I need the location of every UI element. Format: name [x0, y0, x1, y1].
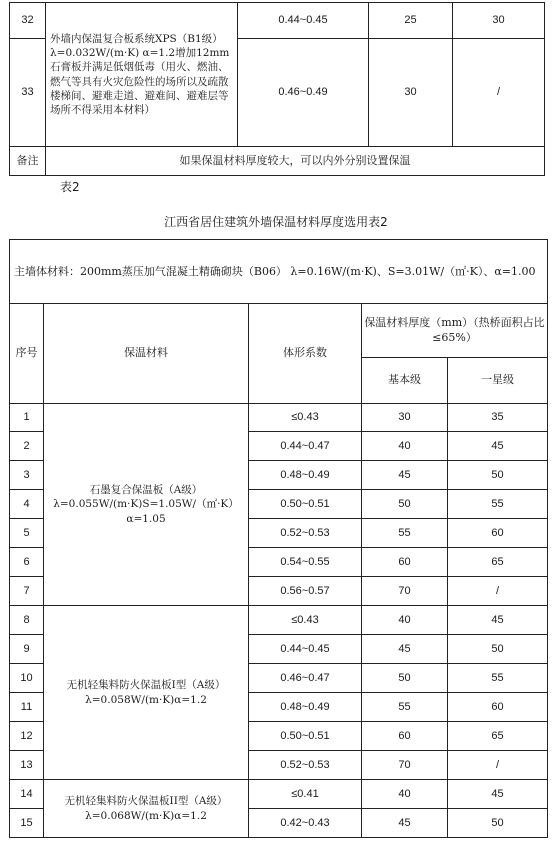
row-number: 13 — [10, 751, 44, 780]
shape-coefficient: 0.54~0.55 — [249, 548, 362, 577]
shape-coefficient: 0.52~0.53 — [249, 751, 362, 780]
row-number: 14 — [10, 780, 44, 809]
star-thickness: 55 — [448, 664, 548, 693]
header-star: 一星级 — [448, 358, 548, 404]
row-number: 10 — [10, 664, 44, 693]
shape-coefficient: 0.56~0.57 — [249, 577, 362, 606]
material-text: 外墙内保温复合板系统XPS（B1级） λ=0.032W/(m·K) α=1.2 — [50, 32, 223, 60]
star-thickness: 65 — [448, 548, 548, 577]
star-thickness: / — [448, 577, 548, 606]
basic-thickness: 45 — [362, 461, 448, 490]
basic-thickness: 50 — [362, 664, 448, 693]
row-number: 7 — [10, 577, 44, 606]
material-cell — [46, 3, 238, 147]
shape-coefficient: 0.46~0.49 — [238, 39, 369, 147]
header-thickness: 保温材料厚度（mm）（热桥面积占比≤65%） — [362, 304, 548, 358]
star-thickness: 50 — [448, 461, 548, 490]
row-number: 6 — [10, 548, 44, 577]
basic-thickness: 55 — [362, 693, 448, 722]
row-number: 11 — [10, 693, 44, 722]
material-group: 无机轻集料防火保温板I型（A级） λ=0.058W/(m·K)α=1.2 — [44, 606, 249, 780]
shape-coefficient: 0.44~0.45 — [238, 3, 369, 39]
header-material: 保温材料 — [44, 304, 249, 404]
star-thickness: 50 — [448, 635, 548, 664]
shape-coefficient: 0.44~0.47 — [249, 432, 362, 461]
star-thickness: 50 — [448, 809, 548, 838]
header-no: 序号 — [10, 304, 44, 404]
table-row — [10, 3, 545, 39]
basic-thickness: 25 — [369, 3, 453, 39]
table-title: 江西省居住建筑外墙保温材料厚度选用表2 — [164, 215, 388, 229]
shape-coefficient: ≤0.43 — [249, 606, 362, 635]
row-number: 4 — [10, 490, 44, 519]
table-2 — [9, 239, 548, 838]
basic-thickness: 55 — [362, 519, 448, 548]
row-number: 9 — [10, 635, 44, 664]
shape-coefficient: 0.48~0.49 — [249, 461, 362, 490]
material-group: 石墨复合保温板（A级） λ=0.055W/(m·K)S=1.05W/（㎡·K）α=1.05 — [44, 404, 249, 606]
star-thickness: 45 — [448, 432, 548, 461]
material-text-continued: 增加12mm石膏板并满足低烟低毒（用火、燃油、燃气等具有火灾危险性的场所以及疏散楼梯间、避难走道、避难间、避难层等场所不得采用本材料） — [50, 47, 230, 116]
note-row — [10, 147, 545, 176]
note-label: 备注 — [10, 147, 46, 176]
basic-thickness: 40 — [362, 606, 448, 635]
header-shape-coefficient: 体形系数 — [249, 304, 362, 404]
shape-coefficient: ≤0.43 — [249, 404, 362, 432]
star-thickness: / — [453, 39, 545, 147]
table-1-continued — [9, 2, 545, 176]
table-row — [10, 606, 548, 635]
basic-thickness: 45 — [362, 635, 448, 664]
header-row — [10, 304, 548, 358]
row-number: 3 — [10, 461, 44, 490]
star-thickness: 60 — [448, 693, 548, 722]
shape-coefficient: 0.46~0.47 — [249, 664, 362, 693]
basic-thickness: 30 — [362, 404, 448, 432]
star-thickness: 45 — [448, 780, 548, 809]
shape-coefficient: 0.42~0.43 — [249, 809, 362, 838]
basic-thickness: 70 — [362, 577, 448, 606]
row-number: 2 — [10, 432, 44, 461]
shape-coefficient: 0.52~0.53 — [249, 519, 362, 548]
basic-thickness: 40 — [362, 780, 448, 809]
shape-coefficient: 0.48~0.49 — [249, 693, 362, 722]
basic-thickness: 60 — [362, 548, 448, 577]
shape-coefficient: 0.50~0.51 — [249, 490, 362, 519]
basic-thickness: 45 — [362, 809, 448, 838]
row-number: 8 — [10, 606, 44, 635]
shape-coefficient: ≤0.41 — [249, 780, 362, 809]
row-number: 33 — [10, 39, 46, 147]
shape-coefficient: 0.44~0.45 — [249, 635, 362, 664]
star-thickness: 45 — [448, 606, 548, 635]
table-row — [10, 780, 548, 809]
main-material-row — [10, 240, 548, 304]
star-thickness: 65 — [448, 722, 548, 751]
basic-thickness: 40 — [362, 432, 448, 461]
basic-thickness: 70 — [362, 751, 448, 780]
star-thickness: 55 — [448, 490, 548, 519]
row-number: 15 — [10, 809, 44, 838]
note-text: 如果保温材料厚度较大，可以内外分别设置保温 — [46, 147, 545, 176]
row-number: 5 — [10, 519, 44, 548]
header-basic: 基本级 — [362, 358, 448, 404]
star-thickness: 35 — [448, 404, 548, 432]
row-number: 32 — [10, 3, 46, 39]
row-number: 12 — [10, 722, 44, 751]
star-thickness: / — [448, 751, 548, 780]
main-wall-material: 主墙体材料：200mm蒸压加气混凝土精确砌块（B06） λ=0.16W/(m·K)、S=3.01W/（㎡·K）、α=1.00 — [10, 240, 548, 304]
material-group: 无机轻集料防火保温板II型（A级） λ=0.068W/(m·K)α=1.2 — [44, 780, 249, 838]
table-row — [10, 404, 548, 432]
basic-thickness: 50 — [362, 490, 448, 519]
basic-thickness: 60 — [362, 722, 448, 751]
table-caption: 表2 — [60, 180, 80, 194]
shape-coefficient: 0.50~0.51 — [249, 722, 362, 751]
star-thickness: 30 — [453, 3, 545, 39]
star-thickness: 60 — [448, 519, 548, 548]
basic-thickness: 30 — [369, 39, 453, 147]
row-number: 1 — [10, 404, 44, 432]
